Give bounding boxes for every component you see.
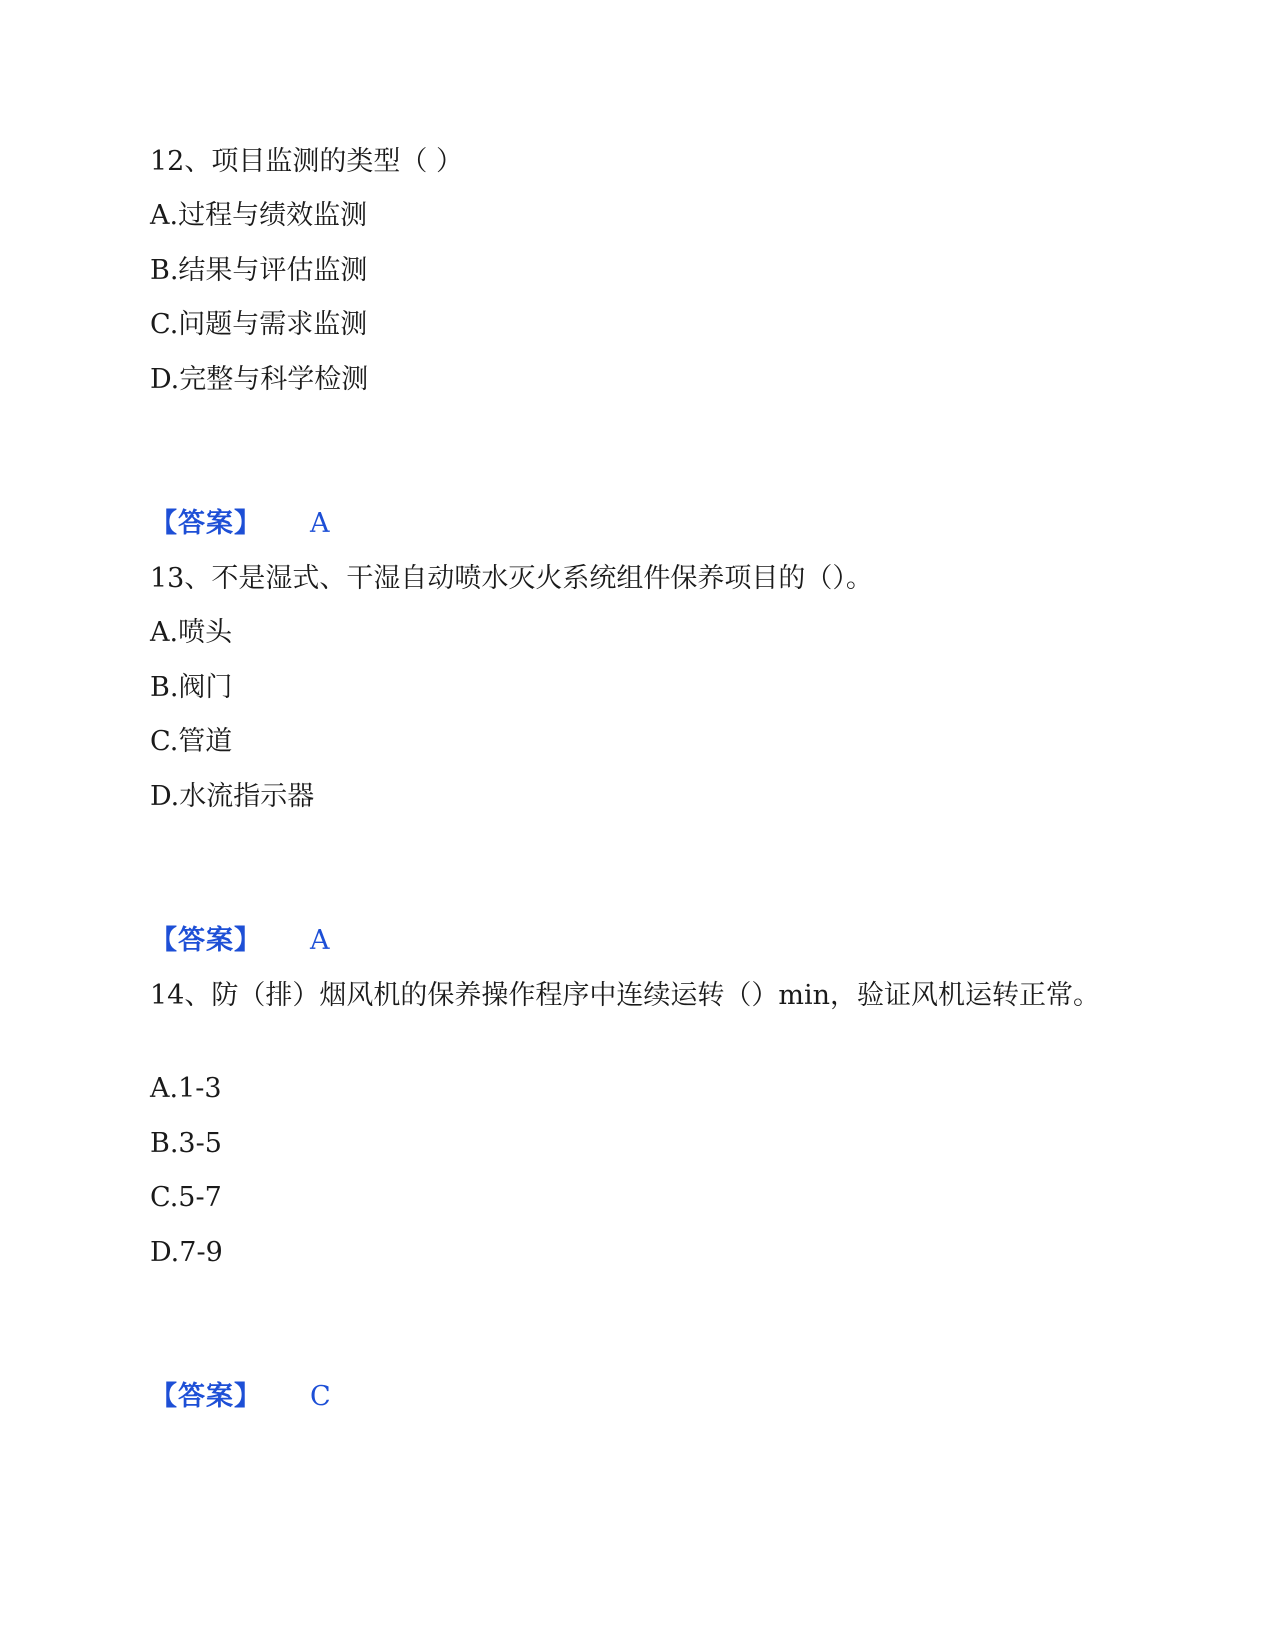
answer-value: A [310,508,330,539]
question-12-stem: 12、项目监测的类型（ ） [150,146,463,177]
question-13-option-b: B.阀门 [150,672,233,703]
question-13-option-a: A.喷头 [150,617,233,648]
question-14-stem: 14、防（排）烟风机的保养操作程序中连续运转（）min，验证风机运转正常。 [150,980,1100,1011]
question-14-option-d: D.7-9 [150,1237,223,1268]
answer-value: A [310,925,330,956]
answer-value: C [310,1381,331,1412]
question-14-option-c: C.5-7 [150,1182,222,1213]
question-12-option-c: C.问题与需求监测 [150,309,368,340]
question-14-option-a: A.1-3 [150,1073,222,1104]
question-12-option-b: B.结果与评估监测 [150,255,368,286]
question-13-stem: 13、不是湿式、干湿自动喷水灭火系统组件保养项目的（）。 [150,563,873,594]
question-12-option-d: D.完整与科学检测 [150,364,369,395]
question-14-option-b: B.3-5 [150,1128,222,1159]
question-14-answer [150,1379,331,1415]
question-12-answer [150,506,330,542]
answer-label: 【答案】 [150,508,262,539]
question-13-answer [150,923,330,959]
question-13-option-c: C.管道 [150,726,233,757]
question-13-option-d: D.水流指示器 [150,781,315,812]
question-12-option-a: A.过程与绩效监测 [150,200,368,231]
answer-label: 【答案】 [150,925,262,956]
answer-label: 【答案】 [150,1381,262,1412]
